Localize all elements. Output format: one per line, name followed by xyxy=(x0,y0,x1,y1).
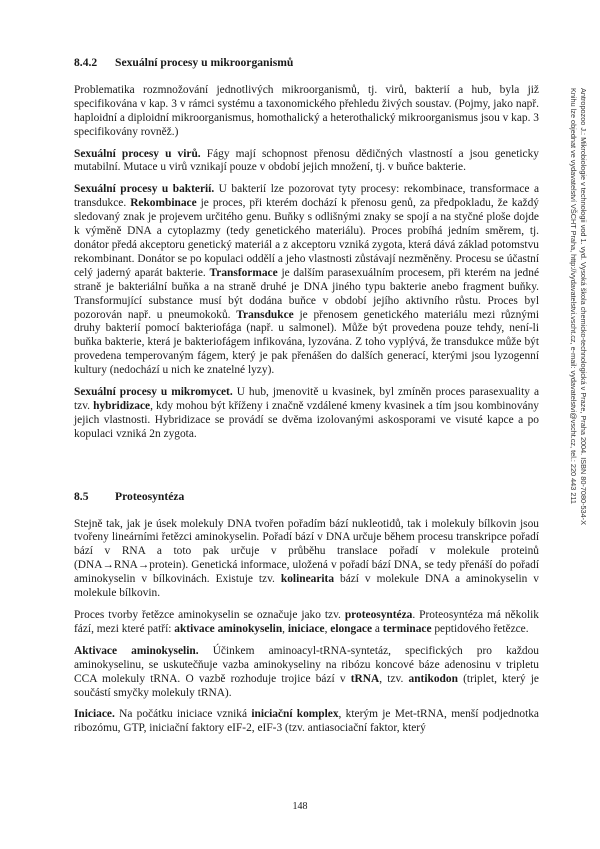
page-number: 148 xyxy=(292,801,308,812)
term-kolinearita: kolinearita xyxy=(280,573,335,586)
paragraph-bakterie xyxy=(74,183,539,378)
section-number: 8.4.2 xyxy=(74,56,98,69)
text: Stejně tak, jak je úsek molekuly DNA tvořen pořadím bází nukleotidů, tak i molekuly bílkovin jsou tvořeny lineárními řetězci aminokyselin. Pořadí bází v DNA určuje během procesu transkripce pořadí bází v RNA a toto pak určuje v průběhu translace pořadí v molekule proteinů (DNA→RNA→protein). Genetická informace, uložená v pořadí bází DNA, se tedy přenáší do pořadí aminokyselin v bílkovinách. Existuje tzv. xyxy=(74,517,539,586)
text: bází v molekule DNA a aminokyselin v molekule bílkovin. xyxy=(74,573,539,600)
text: , kdy mohou být kříženy i značně vzdálené kmeny kvasinek a tím jsou kombinovány jejich vlastnosti. Hybridizace se provádí se dvěma izolovanými askosporami ve visuté kapce a po kopulaci vzniká 2n zygota. xyxy=(74,399,539,440)
section-title: Proteosyntéza xyxy=(115,489,185,503)
paragraph-mykety xyxy=(74,386,539,442)
side-citation xyxy=(568,88,588,748)
text: (triplet, který je součástí smyčky molekuly tRNA). xyxy=(74,672,539,699)
term-antikodon: antikodon xyxy=(408,672,458,685)
section-title: Sexuální procesy u mikroorganismů xyxy=(115,56,294,69)
paragraph-intro: Problematika rozmnožování jednotlivých mikroorganismů, tj. virů, bakterií a hub, byla již specifikována v kap. 3 v rámci systému a taxonomického přehledu živých soustav. (Pojmy, jako např. haploidní a diploidní mikroorganismus, homothalický a heterothalický mikroorganismus jsou v kap. 3 specifikovány rovněž.) xyxy=(74,83,539,138)
term-bakterie: Sexuální procesy u bakterií. xyxy=(74,183,215,196)
term-iniciace-heading: Iniciace. xyxy=(74,708,115,721)
paragraph-aktivace xyxy=(74,645,539,701)
term-viry: Sexuální procesy u virů. xyxy=(74,147,201,160)
paragraph-proteosynteza-2 xyxy=(74,609,539,637)
text: , kterým je Met-tRNA, menší podjednotka ribozómu, GTP, iniciační faktory eIF-2, eIF-3 (tzv. antiasociační faktor, který xyxy=(74,708,539,735)
text: Fágy mají schopnost přenosu dědičných vlastností a jsou geneticky mutabilní. Mutace u virů vznikají pouze v období jejich množení, tj. v buňce bakterie. xyxy=(74,147,539,174)
text: U bakterií lze pozorovat tyty procesy: rekombinace, transformace a transdukce. xyxy=(74,183,539,210)
paragraph-proteosynteza-1 xyxy=(74,518,539,601)
term-transdukce: Transdukce xyxy=(236,308,294,321)
text: , xyxy=(324,622,331,635)
term-elongace: elongace xyxy=(330,622,373,635)
text: U hub, jmenovitě u kvasinek, byl zmíněn proces parasexuality a tzv. xyxy=(74,386,540,412)
text: je přenosem genetického materiálu mezi různými druhy bakterií pomocí bakteriofága (např. u salmonel). Může být provedena pouze tehdy, není-li buňka bakterie, která je bakteriofágem infikována, lyzována. Z toho vyplývá, že transdukce může být provedena temperovaným fágem, který je pak přenášen do dalších generací, kterými jsou lyzogenní kultury (nedochází u nich ke znatelné lyzy). xyxy=(74,308,539,377)
side-citation-line-2: Knihu lze objednat ve vydavatelství VŠCHT Praha, http://vydavatelstvi.vscht.cz, e-mail: vydavatelstvi@vscht.cz, tel.: 220 443 211 xyxy=(569,88,578,504)
term-aktivace-aminokyselin: Aktivace aminokyselin. xyxy=(74,644,199,657)
text: Proces tvorby řetězce aminokyselin se označuje jako tzv. xyxy=(74,609,345,621)
term-proteosynteza: proteosyntéza xyxy=(344,609,413,621)
paragraph-iniciace xyxy=(74,708,539,736)
term-iniciacni-komplex: iniciační komplex xyxy=(251,708,339,721)
text: peptidového řetězce. xyxy=(431,622,529,635)
section-number: 8.5 xyxy=(74,489,89,503)
text: , xyxy=(282,622,288,635)
text: je dalším parasexuálním procesem, při kterém na jedné straně je bakteriální buňka a na straně druhé je DNA jiného typu bakterie anebo fragment buňky. Transformující substance musí být dodána buňce v období jejího aktivního růstu. Proces byl pozorován např. u pneumokoků. xyxy=(74,266,539,321)
page-body xyxy=(74,56,539,744)
term-trna: tRNA xyxy=(350,672,380,685)
paragraph-viry xyxy=(74,148,539,176)
text: . Proteosyntéza má několik fází, mezi které patří: xyxy=(74,609,539,635)
text: a xyxy=(372,622,383,635)
section-heading-8-4-2 xyxy=(74,56,539,70)
side-citation-line-1: Antropozoo J.: Mikrobiologie v technologii vod 1. vyd. Vysoká škola chemicko-technologická v Praze, Praha 2004. ISBN 80-7080-534-X xyxy=(579,88,588,525)
term-mikromycety: Sexuální procesy u mikromycet. xyxy=(74,386,233,399)
text: Na počátku iniciace vzniká xyxy=(114,708,252,721)
term-rekombinace: Rekombinace xyxy=(130,197,197,210)
text: , tzv. xyxy=(379,672,409,685)
term-transformace: Transformace xyxy=(209,266,278,279)
term-hybridizace: hybridizace xyxy=(93,399,151,412)
term-iniciace: iniciace xyxy=(287,622,325,635)
section-heading-8-5 xyxy=(74,490,539,504)
term-terminace: terminace xyxy=(382,622,432,635)
text: Účinkem aminoacyl-tRNA-syntetáz, specifických pro každou aminokyselinu, se uskutečňuje vazba aminokyseliny na ribózu koncové báze adenosinu v tripletu CCA molekuly tRNA. O vazbě rozhoduje trojice bází v xyxy=(74,644,539,685)
term-aktivace: aktivace aminokyselin xyxy=(174,622,283,635)
side-margin-note xyxy=(548,88,588,748)
text: je proces, při kterém dochází k přenosu genů, za předpokladu, že každý sledovaný znak je projevem určitého genu. Buňky s odlišnými znaky se spojí a na styčné ploše dojde k výměně DNA a cytoplazmy (tedy genetického materiálu). Proces probíhá jedním směrem, tj. donátor předá akceptoru genetický materiál a z akceptoru vzniká zygota, která dává základ potomstvu rekombinant. Donátor se po kopulaci oddělí a jeho vlastnosti zůstávají nezměněny. Procesu se účastní celý jaderný aparát bakterie. xyxy=(74,197,539,279)
